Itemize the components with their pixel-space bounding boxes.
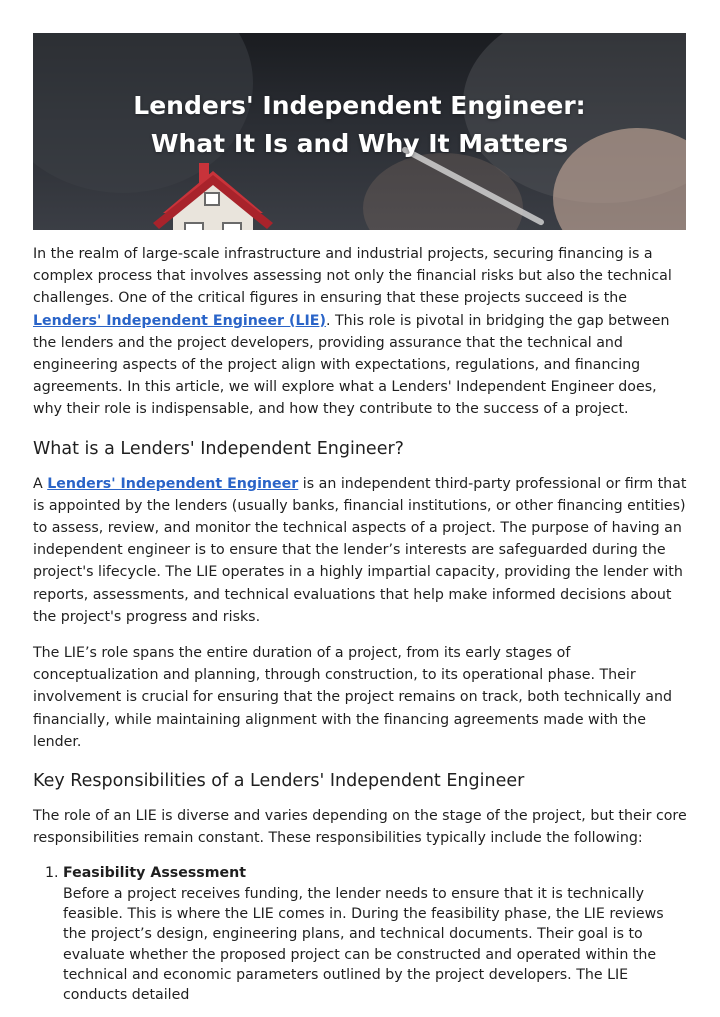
list-item-title: 1. Feasibility Assessment — [63, 865, 247, 882]
article-body — [33, 243, 687, 1006]
definition-paragraph — [33, 473, 687, 628]
title-line-2: What It Is and Why It Matters — [150, 129, 569, 158]
paragraph-text: is an independent third-party professional or firm that is appointed by the lenders (usually banks, financial institutions, or other financing entities) to assess, review, and monitor the technical aspects of a project. The purpose of having an independent engineer is to ensure that the lender’s interests are safeguarded during the project's lifecycle. The LIE operates in a highly impartial capacity, providing the lender with reports, assessments, and technical evaluations that help make informed decisions about the project's progress and risks. — [33, 475, 687, 625]
house-model-image — [133, 153, 293, 230]
paragraph-text: A — [33, 475, 48, 492]
page-title — [33, 87, 686, 163]
responsibilities-intro: The role of an LIE is diverse and varies depending on the stage of the project, but their core responsibilities remain constant. These responsibilities typically include the following: — [33, 808, 687, 847]
section-heading: Key Responsibilities of a Lenders' Independent Engineer — [33, 771, 525, 792]
role-paragraph: The LIE’s role spans the entire duration of a project, from its early stages of conceptualization and planning, through construction, to its operational phase. Their involvement is crucial for ensuring that the project remains on track, both technically and financially, while maintaining alignment with the financing agreements made with the lender. — [33, 645, 672, 750]
intro-text: In the realm of large-scale infrastructure and industrial projects, securing financing is a complex process that involves assessing not only the financial risks but also the technical challenges. One of the critical figures in ensuring that these projects succeed is the — [33, 246, 672, 307]
lie-link[interactable]: Lenders' Independent Engineer (LIE) — [33, 312, 326, 329]
title-line-1: Lenders' Independent Engineer: — [133, 91, 586, 120]
list-item-text: Before a project receives funding, the lender needs to ensure that it is technically feasible. This is where the LIE comes in. During the feasibility phase, the LIE reviews the project’s design, engineering plans, and technical documents. Their goal is to evaluate whether the proposed project can be constructed and operated within the technical and economic parameters outlined by the project developers. The LIE conducts detailed — [63, 885, 664, 1004]
intro-text: . This role is pivotal in bridging the gap between the lenders and the project developers, providing assurance that the technical and engineering aspects of the project align with expectations, regulations, and financing agreements. In this article, we will explore what a Lenders' Independent Engineer does, why their role is indispensable, and how they contribute to the success of a project. — [33, 312, 670, 418]
intro-paragraph — [33, 243, 687, 421]
list-item — [63, 863, 687, 1005]
section-heading: What is a Lenders' Independent Engineer? — [33, 438, 404, 459]
hero-banner — [33, 33, 686, 230]
responsibilities-list — [33, 863, 687, 1005]
lenders-independent-engineer-link[interactable]: Lenders' Independent Engineer — [47, 475, 299, 492]
